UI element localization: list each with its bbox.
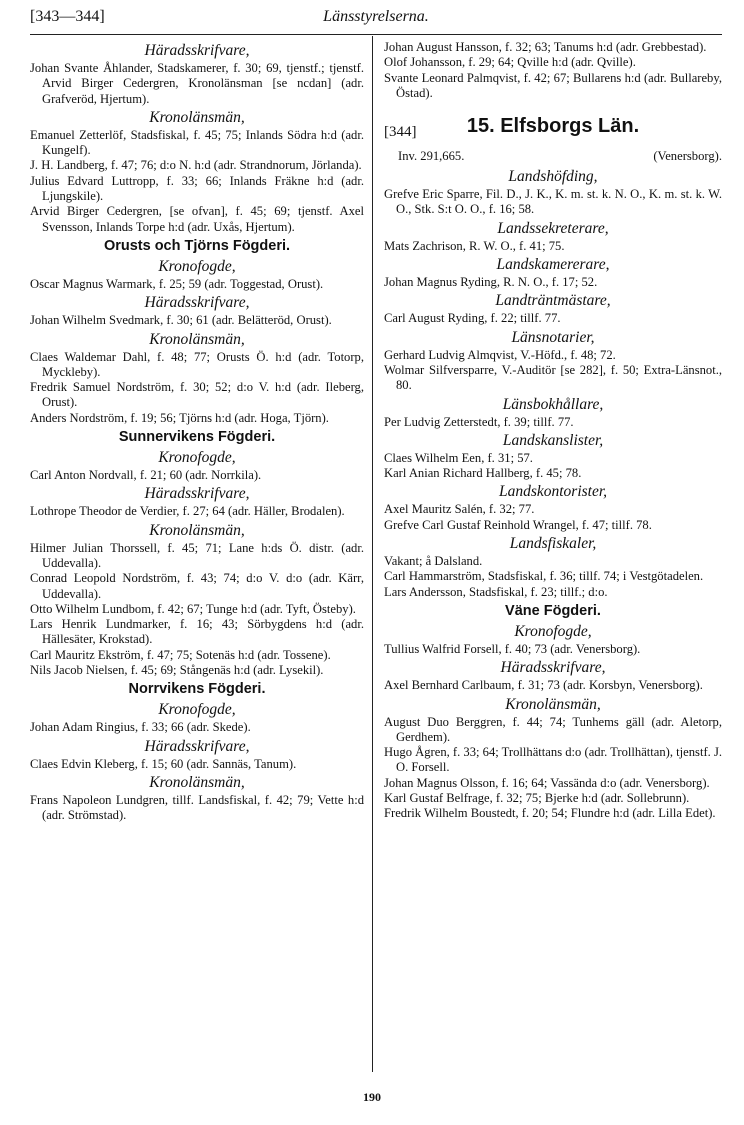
list-item: Oscar Magnus Warmark, f. 25; 59 (adr. Toggestad, Orust).	[30, 276, 324, 291]
category-heading: Häradsskrifvare,	[144, 485, 250, 503]
list-item: Claes Edvin Kleberg, f. 15; 60 (adr. Sannäs, Tanum).	[30, 756, 297, 771]
list-item: Tullius Walfrid Forsell, f. 40; 73 (adr. Venersborg).	[384, 641, 641, 656]
list-item: Olof Johansson, f. 29; 64; Qville h:d (adr. Qville).	[384, 55, 636, 70]
category-heading: Landskanslister,	[502, 431, 604, 449]
category-heading: Kronofogde,	[158, 257, 236, 275]
list-item: Nils Jacob Nielsen, f. 45; 69; Stångenäs h:d (adr. Lysekil).	[30, 663, 324, 678]
list-item: Hugo Ågren, f. 33; 64; Trollhättans d:o (adr. Trollhättan), tjenstf. J. O. Forsell.	[384, 745, 722, 775]
list-item: Svante Leonard Palmqvist, f. 42; 67; Bullarens h:d (adr. Bullareby, Östad).	[384, 70, 722, 100]
list-item: August Duo Berggren, f. 44; 74; Tunhems gäll (adr. Aletorp, Gerdhem).	[384, 714, 722, 744]
list-item: Claes Waldemar Dahl, f. 48; 77; Orusts Ö. h:d (adr. Totorp, Myckleby).	[30, 349, 364, 379]
right-column-top-list	[384, 40, 722, 101]
page-number: 190	[363, 1090, 381, 1104]
category-heading: Länsbokhållare,	[502, 395, 604, 413]
list-item: Fredrik Samuel Nordström, f. 30; 52; d:o V. h:d (adr. Ileberg, Orust).	[30, 380, 364, 410]
category-heading: Landskamererare,	[496, 256, 610, 274]
list-item: Lothrope Theodor de Verdier, f. 27; 64 (adr. Häller, Brodalen).	[30, 504, 345, 519]
list-item: Wolmar Silfversparre, V.-Auditör [se 282], f. 50; Extra-Länsnot., 80.	[384, 362, 722, 393]
category-heading: Landträntmästare,	[495, 292, 611, 310]
list-item: J. H. Landberg, f. 47; 76; d:o N. h:d (adr. Strandnorum, Jörlanda).	[30, 158, 362, 173]
list-item: Lars Henrik Lundmarker, f. 16; 43; Sörbygdens h:d (adr. Hällesäter, Krokstad).	[30, 617, 364, 647]
seat-location: (Venersborg).	[653, 149, 722, 164]
category-heading: Häradsskrifvare,	[500, 659, 606, 677]
list-item: Grefve Carl Gustaf Reinhold Wrangel, f. 47; tillf. 78.	[384, 517, 652, 532]
page-range: [343—344]	[30, 8, 105, 25]
page-header	[30, 6, 722, 34]
list-item: Axel Mauritz Salén, f. 32; 77.	[384, 502, 535, 517]
list-item: Carl Anton Nordvall, f. 21; 60 (adr. Norrkila).	[30, 468, 262, 483]
category-heading: Landskontorister,	[498, 483, 608, 501]
header-rule	[30, 34, 722, 35]
category-heading: Häradsskrifvare,	[144, 737, 250, 755]
list-item: Johan Adam Ringius, f. 33; 66 (adr. Skede).	[30, 720, 251, 735]
chapter-header	[384, 115, 722, 149]
list-item: Carl Hammarström, Stadsfiskal, f. 36; tillf. 74; i Vestgötadelen.	[384, 569, 704, 584]
list-item: Mats Zachrison, R. W. O., f. 41; 75.	[384, 238, 565, 253]
left-column	[30, 40, 364, 824]
category-heading: Häradsskrifvare,	[144, 42, 250, 59]
list-item: Grefve Eric Sparre, Fil. D., J. K., K. m. st. k. N. O., K. m. st. k. W. O., Stk. S:t O. O., f. 16; 58.	[384, 187, 722, 217]
list-item: Julius Edvard Luttropp, f. 33; 66; Inlands Fräkne h:d (adr. Ljungskile).	[30, 173, 364, 204]
column-divider	[372, 36, 373, 1072]
list-item: Johan August Hansson, f. 32; 63; Tanums h:d (adr. Grebbestad).	[384, 40, 707, 54]
list-item: Carl Mauritz Ekström, f. 47; 75; Sotenäs h:d (adr. Tossene).	[30, 647, 331, 662]
list-item: Hilmer Julian Thorssell, f. 45; 71; Lane h:ds Ö. distr. (adr. Uddevalla).	[30, 540, 364, 570]
category-heading: Häradsskrifvare,	[144, 294, 250, 312]
list-item: Carl August Ryding, f. 22; tillf. 77.	[384, 311, 561, 326]
category-heading: Kronofogde,	[158, 701, 236, 719]
category-heading: Kronolänsmän,	[149, 330, 245, 348]
section-title: Norrvikens Fögderi.	[128, 681, 266, 698]
chapter-number: [344]	[384, 124, 417, 141]
right-column	[384, 40, 722, 822]
inventory-count: Inv. 291,665.	[398, 149, 465, 164]
category-heading: Kronolänsmän,	[505, 695, 601, 713]
category-heading: Landsfiskaler,	[509, 535, 597, 553]
list-item: Per Ludvig Zetterstedt, f. 39; tillf. 77.	[384, 414, 574, 429]
list-item: Claes Wilhelm Een, f. 31; 57.	[384, 450, 533, 465]
list-item: Fredrik Wilhelm Boustedt, f. 20; 54; Flundre h:d (adr. Lilla Edet).	[384, 806, 716, 821]
list-item: Johan Magnus Olsson, f. 16; 64; Vassända d:o (adr. Venersborg).	[384, 775, 710, 790]
category-heading: Landshöfding,	[508, 168, 598, 186]
chapter-title: 15. Elfsborgs Län.	[466, 115, 640, 138]
list-item: Emanuel Zetterlöf, Stadsfiskal, f. 45; 75; Inlands Södra h:d (adr. Kungelf).	[30, 127, 364, 158]
list-item: Lars Andersson, Stadsfiskal, f. 23; tillf.; d:o.	[384, 584, 608, 599]
list-item: Conrad Leopold Nordström, f. 43; 74; d:o V. d:o (adr. Kärr, Uddevalla).	[30, 571, 364, 601]
left-column-list	[30, 41, 364, 824]
category-heading: Kronofogde,	[158, 449, 236, 467]
section-title: Väne Fögderi.	[505, 602, 601, 619]
category-heading: Kronolänsmän,	[149, 521, 245, 539]
running-title: Länsstyrelserna.	[323, 8, 429, 25]
list-item: Karl Anian Richard Hallberg, f. 45; 78.	[384, 466, 582, 481]
list-item: Johan Svante Åhlander, Stadskamerer, f. 30; 69, tjenstf.; tjenstf. Arvid Birger Cedergren, Kronolänsman [se ncdan] (adr. Grafveröd, Hjertum).	[30, 61, 364, 106]
category-heading: Kronolänsmän,	[149, 108, 245, 126]
category-heading: Kronolänsmän,	[149, 773, 245, 791]
category-heading: Kronofogde,	[514, 622, 592, 640]
inventory-line	[384, 149, 722, 165]
category-heading: Länsnotarier,	[511, 328, 595, 346]
list-item: Gerhard Ludvig Almqvist, V.-Höfd., f. 48; 72.	[384, 347, 616, 362]
section-title: Orusts och Tjörns Fögderi.	[103, 237, 291, 254]
list-item: Vakant; å Dalsland.	[384, 554, 483, 569]
category-heading: Landssekreterare,	[497, 219, 609, 237]
list-item: Axel Bernhard Carlbaum, f. 31; 73 (adr. Korsbyn, Venersborg).	[384, 678, 703, 693]
list-item: Johan Magnus Ryding, R. N. O., f. 17; 52.	[384, 275, 598, 290]
section-title: Sunnervikens Fögderi.	[118, 429, 276, 446]
list-item: Arvid Birger Cedergren, [se ofvan], f. 45; 69; tjenstf. Axel Svensson, Inlands Torpe h:d (adr. Uxås, Hjertum).	[30, 204, 364, 234]
right-column-bottom-list	[384, 167, 722, 821]
list-item: Anders Nordström, f. 19; 56; Tjörns h:d (adr. Hoga, Tjörn).	[30, 410, 329, 425]
list-item: Frans Napoleon Lundgren, tillf. Landsfiskal, f. 42; 79; Vette h:d (adr. Strömstad).	[30, 792, 364, 823]
list-item: Johan Wilhelm Svedmark, f. 30; 61 (adr. Belätteröd, Orust).	[30, 313, 332, 328]
list-item: Karl Gustaf Belfrage, f. 32; 75; Bjerke h:d (adr. Sollebrunn).	[384, 791, 690, 806]
list-item: Otto Wilhelm Lundbom, f. 42; 67; Tunge h:d (adr. Tyft, Östeby).	[30, 601, 356, 616]
